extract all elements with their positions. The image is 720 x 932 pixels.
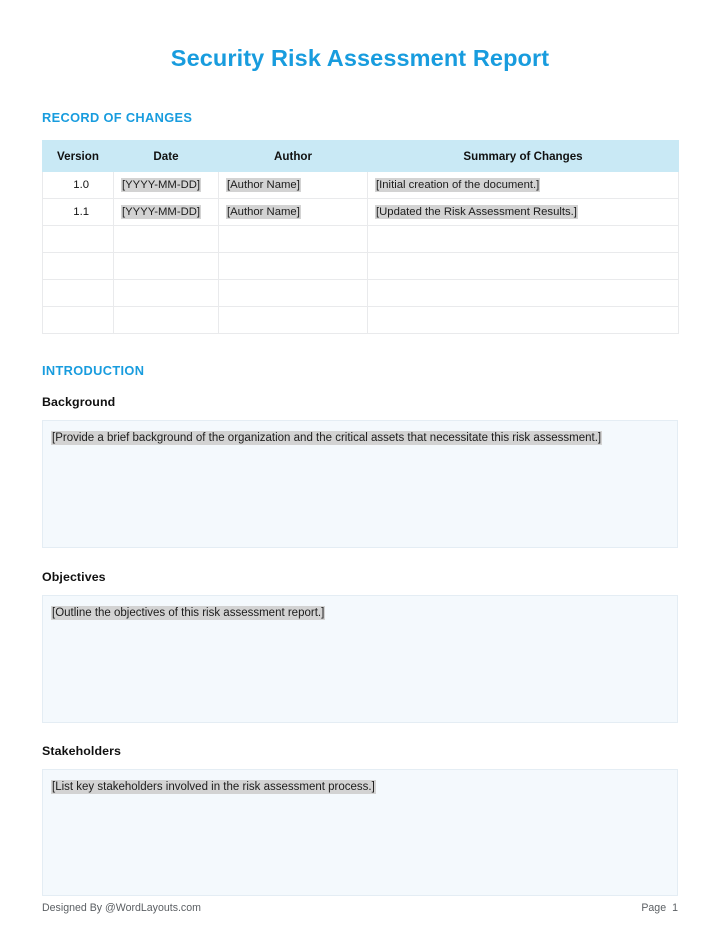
cell-version[interactable]: 1.0 — [43, 172, 114, 199]
cell-author[interactable] — [219, 307, 368, 334]
placeholder-text: [YYYY-MM-DD] — [122, 206, 201, 219]
column-header-summary: Summary of Changes — [368, 141, 679, 172]
cell-summary[interactable] — [368, 172, 679, 199]
record-of-changes-section — [42, 72, 678, 334]
cell-author[interactable] — [219, 172, 368, 199]
cell-date[interactable] — [114, 226, 219, 253]
placeholder-text: [Provide a brief background of the organization and the critical assets that necessitate this risk assessment.] — [52, 432, 602, 445]
subsection-label-stakeholders: Stakeholders — [42, 744, 122, 759]
footer-page-label: Page — [641, 902, 667, 914]
placeholder-text: [Author Name] — [227, 206, 300, 219]
footer-page-indicator — [641, 902, 678, 914]
cell-summary[interactable] — [368, 199, 679, 226]
cell-author[interactable] — [219, 226, 368, 253]
introduction-section — [42, 363, 678, 896]
cell-date[interactable] — [114, 172, 219, 199]
table-row[interactable] — [43, 199, 679, 226]
cell-version[interactable] — [43, 307, 114, 334]
footer-page-number: 1 — [672, 902, 678, 914]
placeholder-text: [List key stakeholders involved in the risk assessment process.] — [52, 781, 375, 794]
cell-summary[interactable] — [368, 280, 679, 307]
table-header-row — [43, 141, 679, 172]
table-row[interactable] — [43, 307, 679, 334]
column-header-version: Version — [43, 141, 114, 172]
placeholder-text: [YYYY-MM-DD] — [122, 179, 201, 192]
cell-author[interactable] — [219, 280, 368, 307]
cell-summary[interactable] — [368, 307, 679, 334]
cell-version[interactable] — [43, 253, 114, 280]
subsection-label-background: Background — [42, 395, 116, 410]
page-title: Security Risk Assessment Report — [170, 45, 550, 71]
cell-date[interactable] — [114, 199, 219, 226]
cell-version[interactable] — [43, 280, 114, 307]
stakeholders-input-box[interactable] — [42, 769, 678, 896]
cell-date[interactable] — [114, 253, 219, 280]
placeholder-text: [Author Name] — [227, 179, 300, 192]
cell-summary[interactable] — [368, 253, 679, 280]
record-of-changes-table — [42, 140, 679, 334]
cell-date[interactable] — [114, 280, 219, 307]
cell-summary[interactable] — [368, 226, 679, 253]
cell-version[interactable] — [43, 226, 114, 253]
placeholder-text: [Outline the objectives of this risk assessment report.] — [52, 607, 325, 620]
subsection-label-objectives: Objectives — [42, 570, 106, 585]
section-heading-introduction: INTRODUCTION — [42, 363, 145, 379]
page-footer — [42, 902, 678, 914]
table-row[interactable] — [43, 172, 679, 199]
column-header-date: Date — [114, 141, 219, 172]
cell-version[interactable]: 1.1 — [43, 199, 114, 226]
cell-author[interactable] — [219, 253, 368, 280]
background-input-box[interactable] — [42, 420, 678, 548]
section-heading-record-of-changes: RECORD OF CHANGES — [42, 110, 193, 126]
table-row[interactable] — [43, 280, 679, 307]
column-header-author: Author — [219, 141, 368, 172]
placeholder-text: [Updated the Risk Assessment Results.] — [376, 206, 577, 219]
table-row[interactable] — [43, 253, 679, 280]
table-row[interactable] — [43, 226, 679, 253]
placeholder-text: [Initial creation of the document.] — [376, 179, 540, 192]
cell-date[interactable] — [114, 307, 219, 334]
footer-credit: Designed By @WordLayouts.com — [42, 902, 201, 914]
objectives-input-box[interactable] — [42, 595, 678, 723]
cell-author[interactable] — [219, 199, 368, 226]
